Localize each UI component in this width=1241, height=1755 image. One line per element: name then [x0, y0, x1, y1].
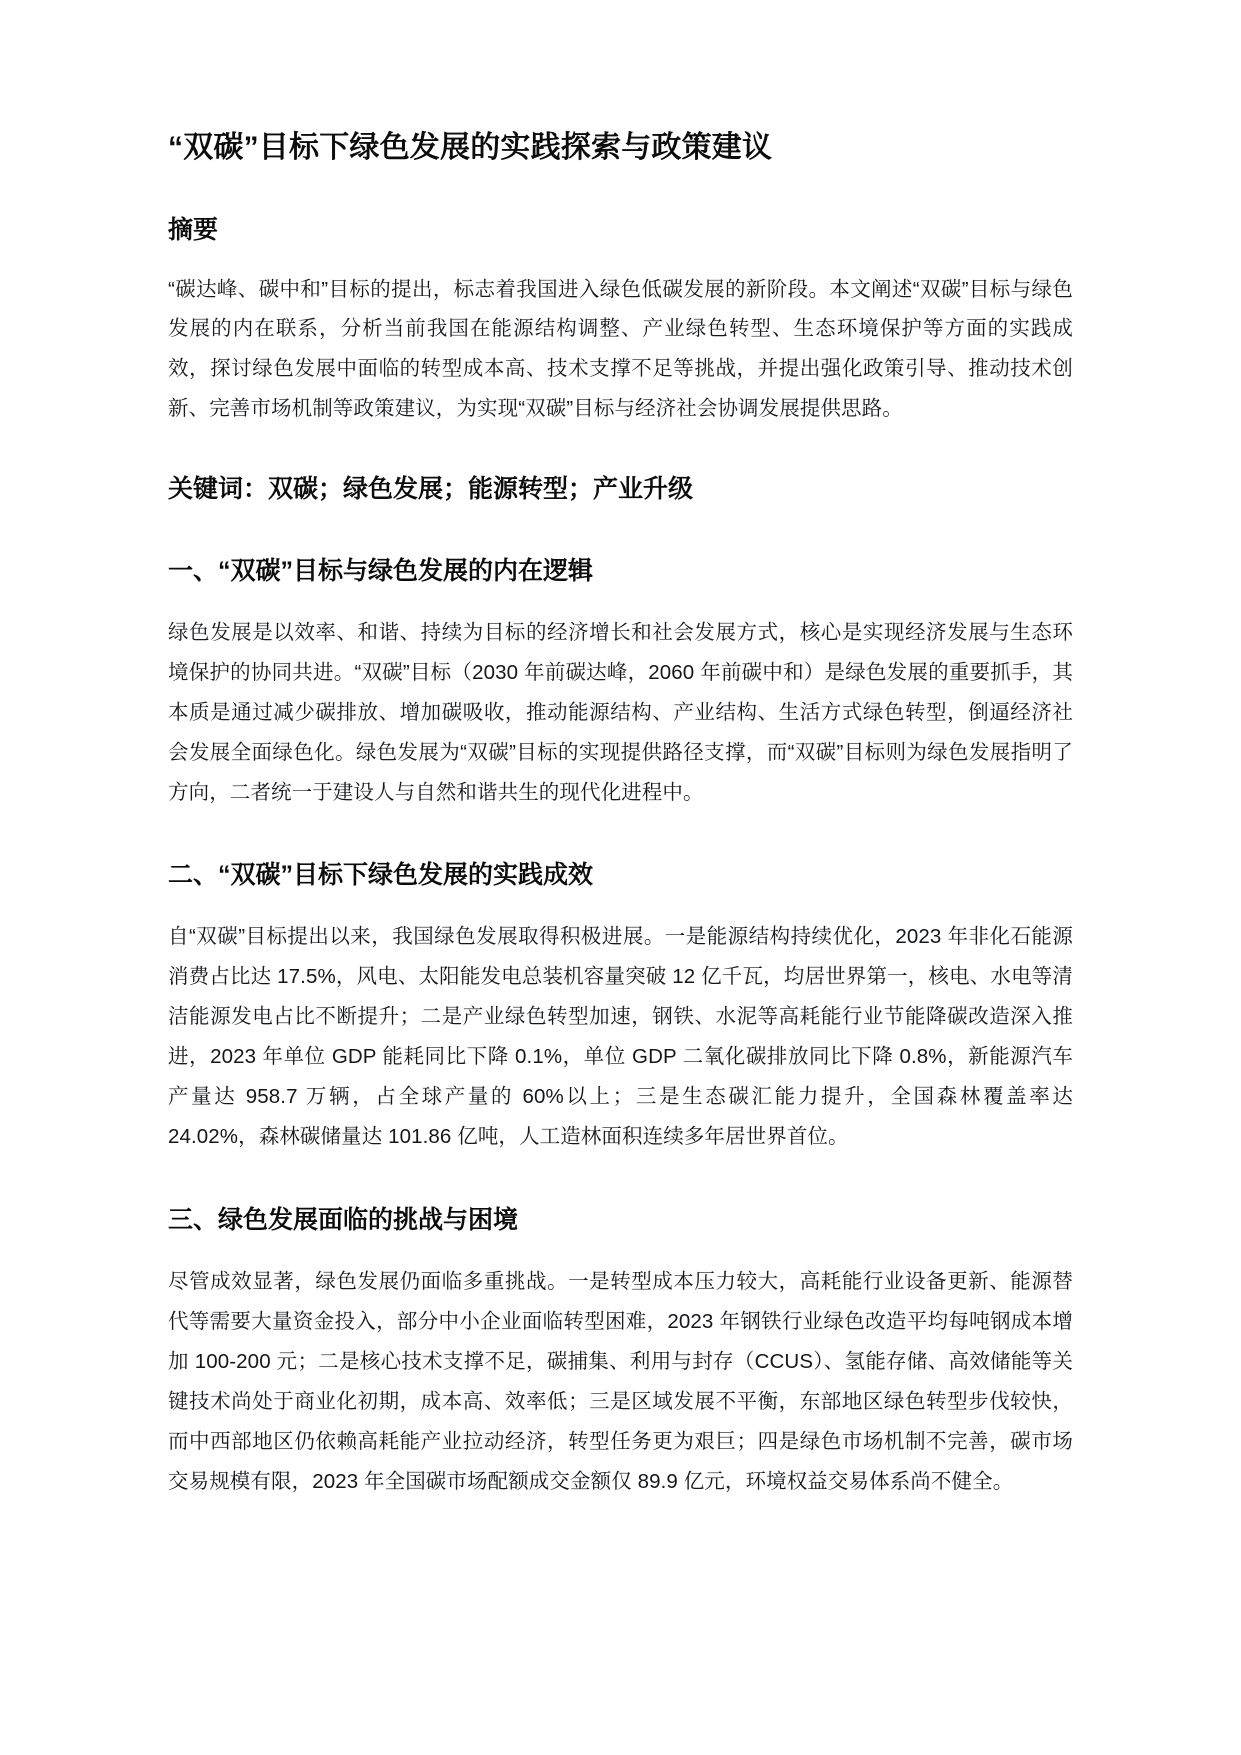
abstract-heading: 摘要 — [168, 215, 219, 244]
section-paragraph-2: 自“双碳”目标提出以来，我国绿色发展取得积极进展。一是能源结构持续优化，2023 年非化石能源消费占比达 17.5%，风电、太阳能发电总装机容量突破 12 亿千瓦，均居世界第一，核电、水电等清洁能源发电占比不断提升；二是产业绿色转型加速，钢铁、水泥等高耗能行业节能降碳改造深入推进，2023 年单位 GDP 能耗同比下降 0.1%，单位 GDP 二氧化碳排放同比下降 0.8%，新能源汽车产量达 958.7 万辆，占全球产量的 60%以上；三是生态碳汇能力提升，全国森林覆盖率达 24.02%，森林碳储量达 101.86 亿吨，人工造林面积连续多年居世界首位。 — [168, 925, 1073, 1149]
section-heading-1: 一、“双碳”目标与绿色发展的内在逻辑 — [168, 556, 594, 585]
section-paragraph-3: 尽管成效显著，绿色发展仍面临多重挑战。一是转型成本压力较大，高耗能行业设备更新、能源替代等需要大量资金投入，部分中小企业面临转型困难，2023 年钢铁行业绿色改造平均每吨钢成本增加 100-200 元；二是核心技术支撑不足，碳捕集、利用与封存（CCUS）、氢能存储、高效储能等关键技术尚处于商业化初期，成本高、效率低；三是区域发展不平衡，东部地区绿色转型步伐较快，而中西部地区仍依赖高耗能产业拉动经济，转型任务更为艰巨；四是绿色市场机制不完善，碳市场交易规模有限，2023 年全国碳市场配额成交金额仅 89.9 亿元，环境权益交易体系尚不健全。 — [168, 1270, 1073, 1494]
section-paragraph-1: 绿色发展是以效率、和谐、持续为目标的经济增长和社会发展方式，核心是实现经济发展与生态环境保护的协同共进。“双碳”目标（2030 年前碳达峰，2060 年前碳中和）是绿色发展的重要抓手，其本质是通过减少碳排放、增加碳吸收，推动能源结构、产业结构、生活方式绿色转型，倒逼经济社会发展全面绿色化。绿色发展为“双碳”目标的实现提供路径支撑，而“双碳”目标则为绿色发展指明了方向，二者统一于建设人与自然和谐共生的现代化进程中。 — [168, 620, 1073, 804]
abstract-paragraph: “碳达峰、碳中和”目标的提出，标志着我国进入绿色低碳发展的新阶段。本文阐述“双碳”目标与绿色发展的内在联系，分析当前我国在能源结构调整、产业绿色转型、生态环境保护等方面的实践成效，探讨绿色发展中面临的转型成本高、技术支撑不足等挑战，并提出强化政策引导、推动技术创新、完善市场机制等政策建议，为实现“双碳”目标与经济社会协调发展提供思路。 — [168, 277, 1073, 421]
section-heading-2: 二、“双碳”目标下绿色发展的实践成效 — [168, 861, 594, 890]
keywords-line: 关键词：双碳；绿色发展；能源转型；产业升级 — [168, 475, 694, 504]
section-heading-3: 三、绿色发展面临的挑战与困境 — [168, 1206, 519, 1235]
page-title: “双碳”目标下绿色发展的实践探索与政策建议 — [168, 131, 773, 164]
